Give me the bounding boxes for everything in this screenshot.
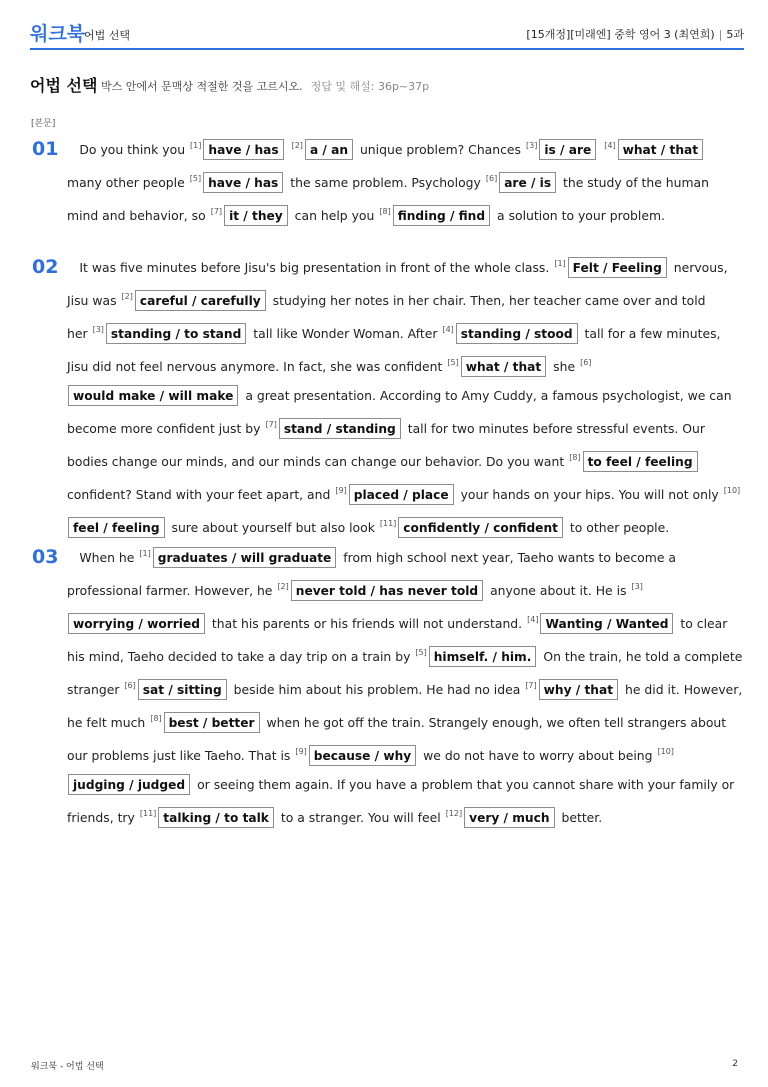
question-passage-02: It was five minutes before Jisu's big presentation in front of the whole class. [1] Felt / Feeling nervous, Jisu was [2] careful / carefully studying her notes in her chair. Then, her teacher came over and told her [3] standing / to stand tall like Wonder Woman. After [4] standing / stood tall for a few minutes, Jisu did not feel nervous anymore. In fact, she was confident [5] what / that she [6]would make / will make a great presentation. According to Amy Cuddy, a famous psychologist, we can become more confident just by [7] stand / standing tall for two minutes before stressful events. Our bodies change our minds, and our minds can change our behavior. Do you want [8] to feel / feeling confident? Stand with your feet apart, and [9] placed / place your hands on your hips. You will not only [10]feel / feeling sure about yourself but also look [11] confidently / confident to other people. bbox=[67, 249, 743, 542]
question-number-03: 03 bbox=[32, 546, 59, 568]
footer-title: 워크북 - 어법 선택 bbox=[31, 1062, 104, 1072]
choice-box[interactable]: have / has bbox=[203, 139, 283, 160]
brand-subtitle: 어법 선택 bbox=[84, 29, 131, 42]
choice-box[interactable]: finding / find bbox=[393, 205, 490, 226]
choice-box[interactable]: judging / judged bbox=[68, 774, 190, 795]
choice-box[interactable]: placed / place bbox=[349, 484, 454, 505]
choice-box[interactable]: stand / standing bbox=[279, 418, 401, 439]
choice-box[interactable]: talking / to talk bbox=[158, 807, 274, 828]
choice-box[interactable]: are / is bbox=[499, 172, 556, 193]
course-info bbox=[526, 26, 744, 42]
instruction-text: 박스 안에서 문맥상 적절한 것을 고르시오. bbox=[101, 80, 303, 93]
page-header bbox=[30, 18, 744, 50]
choice-box[interactable]: careful / carefully bbox=[135, 290, 266, 311]
header-separator: | bbox=[718, 28, 723, 41]
choice-box[interactable]: never told / has never told bbox=[291, 580, 483, 601]
choice-box[interactable]: very / much bbox=[464, 807, 554, 828]
course-title: [15개정][미래엔] 중학 영어 3 (최연희) bbox=[526, 28, 715, 41]
choice-box[interactable]: best / better bbox=[164, 712, 260, 733]
section-title: 어법 선택 bbox=[30, 76, 98, 95]
choice-box[interactable]: to feel / feeling bbox=[583, 451, 698, 472]
section-description bbox=[101, 78, 429, 94]
choice-box[interactable]: confidently / confident bbox=[398, 517, 563, 538]
choice-box[interactable]: would make / will make bbox=[68, 385, 238, 406]
choice-box[interactable]: standing / to stand bbox=[106, 323, 246, 344]
text-label: [본문] bbox=[31, 119, 56, 129]
choice-box[interactable]: it / they bbox=[224, 205, 288, 226]
choice-box[interactable]: because / why bbox=[309, 745, 416, 766]
brand-title: 워크북 bbox=[30, 23, 86, 45]
choice-box[interactable]: graduates / will graduate bbox=[153, 547, 337, 568]
choice-box[interactable]: Wanting / Wanted bbox=[540, 613, 673, 634]
answer-reference: 정답 및 해설: 36p~37p bbox=[310, 80, 430, 93]
choice-box[interactable]: sat / sitting bbox=[138, 679, 227, 700]
question-number-01: 01 bbox=[32, 138, 59, 160]
choice-box[interactable]: have / has bbox=[203, 172, 283, 193]
choice-box[interactable]: Felt / Feeling bbox=[568, 257, 667, 278]
question-passage-03: When he [1] graduates / will graduate from high school next year, Taeho wants to become a professional farmer. However, he [2] never told / has never told anyone about it. He is [3]worrying / worried that his parents or his friends will not understand. [4] Wanting / Wanted to clear his mind, Taeho decided to take a day trip on a train by [5] himself. / him. On the train, he told a complete stranger [6] sat / sitting beside him about his problem. He had no idea [7] why / that he did it. However, he felt much [8] best / better when he got off the train. Strangely enough, we often tell strangers about our problems just like Taeho. That is [9] because / why we do not have to worry about being [10]judging / judged or seeing them again. If you have a problem that you cannot share with your family or friends, try [11] talking / to talk to a stranger. You will feel [12] very / much better. bbox=[67, 539, 743, 832]
choice-box[interactable]: is / are bbox=[539, 139, 596, 160]
choice-box[interactable]: feel / feeling bbox=[68, 517, 165, 538]
choice-box[interactable]: worrying / worried bbox=[68, 613, 205, 634]
question-passage-01: Do you think you [1] have / has [2] a / an unique problem? Chances [3] is / are [4] what / that many other people [5] have / has the same problem. Psychology [6] are / is the study of the human mind and behavior, so [7] it / they can help you [8] finding / find a solution to your problem. bbox=[67, 131, 743, 230]
question-number-02: 02 bbox=[32, 256, 59, 278]
choice-box[interactable]: standing / stood bbox=[456, 323, 578, 344]
choice-box[interactable]: what / that bbox=[618, 139, 703, 160]
choice-box[interactable]: why / that bbox=[539, 679, 618, 700]
choice-box[interactable]: a / an bbox=[305, 139, 353, 160]
page-number: 2 bbox=[732, 1059, 738, 1069]
choice-box[interactable]: himself. / him. bbox=[429, 646, 537, 667]
choice-box[interactable]: what / that bbox=[461, 356, 546, 377]
lesson-label: 5과 bbox=[726, 28, 744, 41]
